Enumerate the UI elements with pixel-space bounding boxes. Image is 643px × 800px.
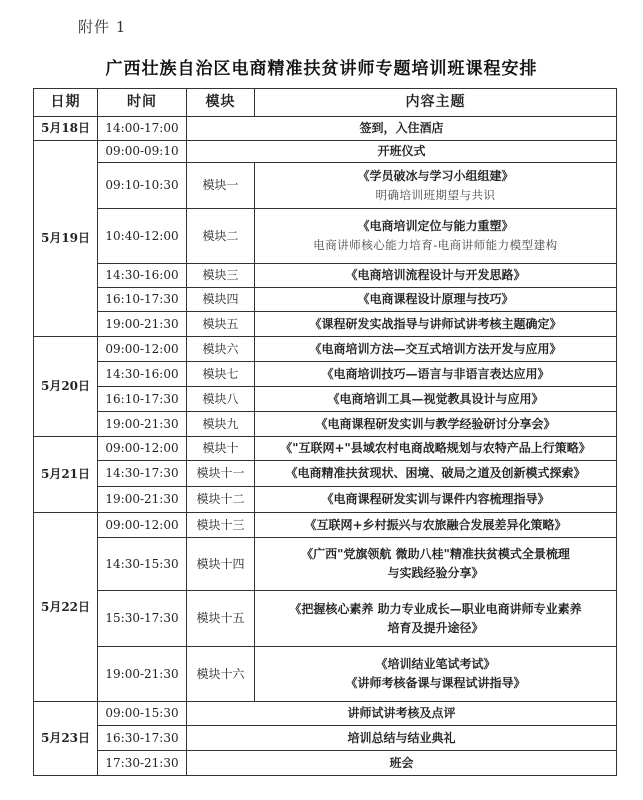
time-cell: 10:40-12:00 bbox=[98, 209, 187, 264]
time-cell: 14:30-17:30 bbox=[98, 461, 187, 487]
schedule-row bbox=[34, 513, 617, 538]
content-title: 培育及提升途径》 bbox=[387, 620, 484, 635]
content-title: 《培训结业笔试考试》 bbox=[375, 657, 496, 671]
module-cell: 模块九 bbox=[187, 412, 255, 437]
time-cell: 16:10-17:30 bbox=[98, 288, 187, 312]
content-cell bbox=[255, 487, 617, 513]
content-title: 《学员破冰与学习小组组建》 bbox=[357, 168, 514, 183]
schedule-row bbox=[34, 264, 617, 288]
content-subtitle: 明确培训班期望与共识 bbox=[375, 187, 496, 202]
content-cell bbox=[255, 412, 617, 437]
schedule-row bbox=[34, 362, 617, 387]
content-cell bbox=[255, 362, 617, 387]
time-cell: 14:00-17:00 bbox=[98, 117, 187, 141]
content-cell bbox=[187, 726, 617, 751]
date-cell: 5月23日 bbox=[34, 702, 98, 776]
content-title: 《"互联网+"县域农村电商战略规划与农特产品上行策略》 bbox=[280, 441, 591, 455]
content-cell bbox=[187, 751, 617, 776]
time-cell: 09:00-12:00 bbox=[98, 337, 187, 362]
content-title: 《电商课程设计原理与技巧》 bbox=[357, 292, 514, 306]
schedule-row bbox=[34, 209, 617, 264]
time-cell: 14:30-16:00 bbox=[98, 362, 187, 387]
content-title: 《电商培训方法—交互式培训方法开发与应用》 bbox=[309, 341, 562, 356]
content-title: 《电商培训流程设计与开发思路》 bbox=[345, 268, 526, 282]
module-cell: 模块七 bbox=[187, 362, 255, 387]
content-cell bbox=[255, 513, 617, 538]
time-cell: 09:00-12:00 bbox=[98, 513, 187, 538]
content-cell bbox=[255, 163, 617, 209]
module-cell: 模块十四 bbox=[187, 538, 255, 591]
time-cell: 14:30-15:30 bbox=[98, 538, 187, 591]
content-title: 《电商课程研发实训与课件内容梳理指导》 bbox=[321, 492, 550, 506]
date-cell: 5月18日 bbox=[34, 117, 98, 141]
schedule-row bbox=[34, 387, 617, 412]
content-cell bbox=[187, 702, 617, 726]
time-cell: 16:30-17:30 bbox=[98, 726, 187, 751]
schedule-row bbox=[34, 702, 617, 726]
schedule-row bbox=[34, 751, 617, 776]
content-title: 《电商培训技巧—语言与非语言表达应用》 bbox=[321, 366, 550, 381]
module-cell: 模块六 bbox=[187, 337, 255, 362]
time-cell: 19:00-21:30 bbox=[98, 312, 187, 337]
content-cell bbox=[255, 591, 617, 647]
schedule-row bbox=[34, 591, 617, 647]
schedule-row bbox=[34, 647, 617, 702]
content-title: 《电商课程研发实训与教学经验研讨分享会》 bbox=[315, 416, 556, 431]
content-title: 《广西"党旗领航 微助八桂"精准扶贫模式全景梳理 bbox=[301, 547, 570, 561]
time-cell: 09:00-09:10 bbox=[98, 141, 187, 163]
time-cell: 09:10-10:30 bbox=[98, 163, 187, 209]
attachment-label: 附件 1 bbox=[78, 18, 127, 36]
schedule-row bbox=[34, 461, 617, 487]
content-cell bbox=[255, 437, 617, 461]
content-cell bbox=[255, 209, 617, 264]
content-title: 《把握核心素养 助力专业成长—职业电商讲师专业素养 bbox=[289, 601, 582, 616]
date-cell: 5月22日 bbox=[34, 513, 98, 702]
time-cell: 16:10-17:30 bbox=[98, 387, 187, 412]
schedule-row bbox=[34, 288, 617, 312]
content-title: 开班仪式 bbox=[377, 144, 426, 158]
time-cell: 15:30-17:30 bbox=[98, 591, 187, 647]
content-title: 《讲师考核备课与课程试讲指导》 bbox=[345, 676, 526, 690]
schedule-row bbox=[34, 163, 617, 209]
module-cell: 模块十三 bbox=[187, 513, 255, 538]
time-cell: 19:00-21:30 bbox=[98, 412, 187, 437]
module-cell: 模块二 bbox=[187, 209, 255, 264]
header-module: 模块 bbox=[187, 89, 255, 117]
content-cell bbox=[255, 461, 617, 487]
content-cell bbox=[255, 387, 617, 412]
content-title: 与实践经验分享》 bbox=[387, 566, 484, 580]
module-cell: 模块十二 bbox=[187, 487, 255, 513]
header-row bbox=[34, 89, 617, 117]
date-cell: 5月21日 bbox=[34, 437, 98, 513]
module-cell: 模块八 bbox=[187, 387, 255, 412]
content-subtitle: 电商讲师核心能力培育-电商讲师能力模型建构 bbox=[313, 238, 558, 252]
schedule-row bbox=[34, 437, 617, 461]
date-cell: 5月20日 bbox=[34, 337, 98, 437]
time-cell: 19:00-21:30 bbox=[98, 647, 187, 702]
module-cell: 模块十六 bbox=[187, 647, 255, 702]
content-title: 《电商培训工具—视觉教具设计与应用》 bbox=[327, 391, 544, 406]
date-cell: 5月19日 bbox=[34, 141, 98, 337]
time-cell: 17:30-21:30 bbox=[98, 751, 187, 776]
schedule-row bbox=[34, 726, 617, 751]
schedule-row bbox=[34, 412, 617, 437]
content-title: 《课程研发实战指导与讲师试讲考核主题确定》 bbox=[309, 316, 562, 331]
content-cell bbox=[255, 288, 617, 312]
content-cell bbox=[255, 337, 617, 362]
content-cell bbox=[255, 264, 617, 288]
header-date: 日期 bbox=[34, 89, 98, 117]
time-cell: 09:00-12:00 bbox=[98, 437, 187, 461]
schedule-body bbox=[34, 117, 617, 776]
content-title: 签到，入住酒店 bbox=[359, 121, 444, 135]
module-cell: 模块十五 bbox=[187, 591, 255, 647]
content-title: 培训总结与结业典礼 bbox=[347, 730, 456, 745]
schedule-row bbox=[34, 538, 617, 591]
schedule-row bbox=[34, 141, 617, 163]
schedule-row bbox=[34, 487, 617, 513]
content-title: 《电商精准扶贫现状、困境、破局之道及创新模式探索》 bbox=[285, 466, 586, 480]
document-title: 广西壮族自治区电商精准扶贫讲师专题培训班课程安排 bbox=[105, 59, 538, 79]
time-cell: 14:30-16:00 bbox=[98, 264, 187, 288]
schedule-row bbox=[34, 117, 617, 141]
module-cell: 模块四 bbox=[187, 288, 255, 312]
content-cell bbox=[187, 117, 617, 141]
module-cell: 模块五 bbox=[187, 312, 255, 337]
schedule-row bbox=[34, 312, 617, 337]
content-title: 《电商培训定位与能力重塑》 bbox=[357, 219, 514, 233]
schedule-row bbox=[34, 337, 617, 362]
content-cell bbox=[255, 647, 617, 702]
time-cell: 09:00-15:30 bbox=[98, 702, 187, 726]
content-cell bbox=[187, 141, 617, 163]
content-cell bbox=[255, 312, 617, 337]
content-cell bbox=[255, 538, 617, 591]
header-content: 内容主题 bbox=[255, 89, 617, 117]
time-cell: 19:00-21:30 bbox=[98, 487, 187, 513]
content-title: 班会 bbox=[389, 755, 414, 770]
content-title: 讲师试讲考核及点评 bbox=[347, 706, 456, 720]
header-time: 时间 bbox=[98, 89, 187, 117]
module-cell: 模块一 bbox=[187, 163, 255, 209]
content-title: 《互联网+乡村振兴与农旅融合发展差异化策略》 bbox=[304, 517, 567, 532]
module-cell: 模块十 bbox=[187, 437, 255, 461]
schedule-table bbox=[33, 88, 617, 776]
module-cell: 模块十一 bbox=[187, 461, 255, 487]
module-cell: 模块三 bbox=[187, 264, 255, 288]
